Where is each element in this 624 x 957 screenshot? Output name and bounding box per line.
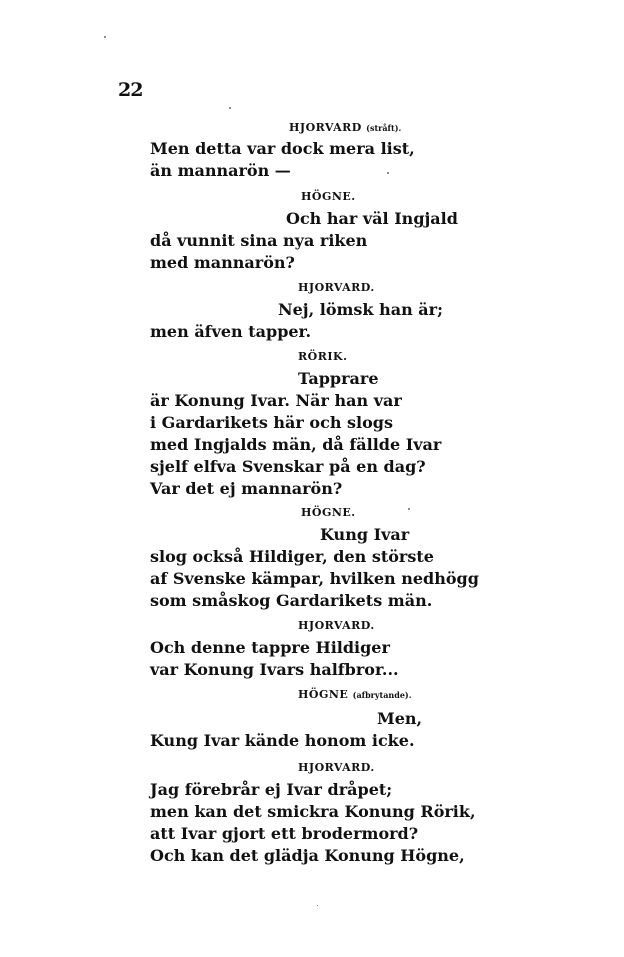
scan-speck (317, 905, 318, 906)
stage-direction: (afbrytande). (352, 690, 412, 700)
verse-line: Men detta var dock mera list, (150, 139, 415, 158)
verse-line: Nej, lömsk han är; (278, 300, 443, 319)
speaker-heading (301, 506, 356, 520)
scan-speck (104, 36, 106, 38)
verse-line: Och har väl Ingjald (286, 209, 458, 228)
speaker-heading (298, 350, 347, 364)
speaker-heading (298, 761, 375, 775)
verse-line: men äfven tapper. (150, 322, 312, 341)
speaker-name: HÖGNE. (301, 190, 356, 203)
verse-line: då vunnit sina nya riken (150, 231, 368, 250)
speaker-name: HJORVARD (289, 121, 362, 134)
verse-line: Jag förebrår ej Ivar dråpet; (150, 780, 393, 799)
speaker-heading (298, 688, 411, 702)
verse-line: var Konung Ivars halfbror... (150, 660, 399, 679)
verse-line: af Svenske kämpar, hvilken nedhögg (150, 569, 479, 588)
verse-line: Tapprare (298, 369, 379, 388)
speaker-heading (298, 619, 375, 633)
speaker-name: RÖRIK. (298, 350, 348, 363)
speaker-name: HÖGNE. (301, 506, 356, 519)
speaker-heading (289, 121, 401, 135)
verse-line: att Ivar gjort ett brodermord? (150, 824, 419, 843)
verse-line: slog också Hildiger, den störste (150, 547, 434, 566)
scan-speck (408, 508, 410, 510)
verse-line: i Gardarikets här och slogs (150, 413, 393, 432)
verse-line: med Ingjalds män, då fällde Ivar (150, 435, 442, 454)
speaker-heading (301, 190, 356, 204)
verse-line: med mannarön? (150, 253, 295, 272)
verse-line: men kan det smickra Konung Rörik, (150, 802, 476, 821)
verse-line: Men, (377, 709, 423, 728)
verse-line: Kung Ivar kände honom icke. (150, 731, 415, 750)
speaker-heading (298, 281, 375, 295)
verse-line: Och denne tappre Hildiger (150, 638, 390, 657)
verse-line: som småskog Gardarikets män. (150, 591, 433, 610)
scan-speck (229, 107, 231, 109)
scan-speck (387, 172, 389, 174)
verse-line: är Konung Ivar. När han var (150, 391, 402, 410)
page-number: 22 (118, 79, 143, 101)
verse-line: Och kan det glädja Konung Högne, (150, 846, 465, 865)
speaker-name: HJORVARD. (298, 761, 375, 774)
stage-direction: (stråft). (366, 123, 402, 133)
verse-line: Var det ej mannarön? (150, 479, 343, 498)
verse-line: sjelf elfva Svenskar på en dag? (150, 457, 426, 476)
verse-line: Kung Ivar (320, 525, 410, 544)
speaker-name: HJORVARD. (298, 281, 375, 294)
speaker-name: HÖGNE (298, 688, 349, 701)
verse-line: än mannarön — (150, 161, 291, 180)
speaker-name: HJORVARD. (298, 619, 375, 632)
